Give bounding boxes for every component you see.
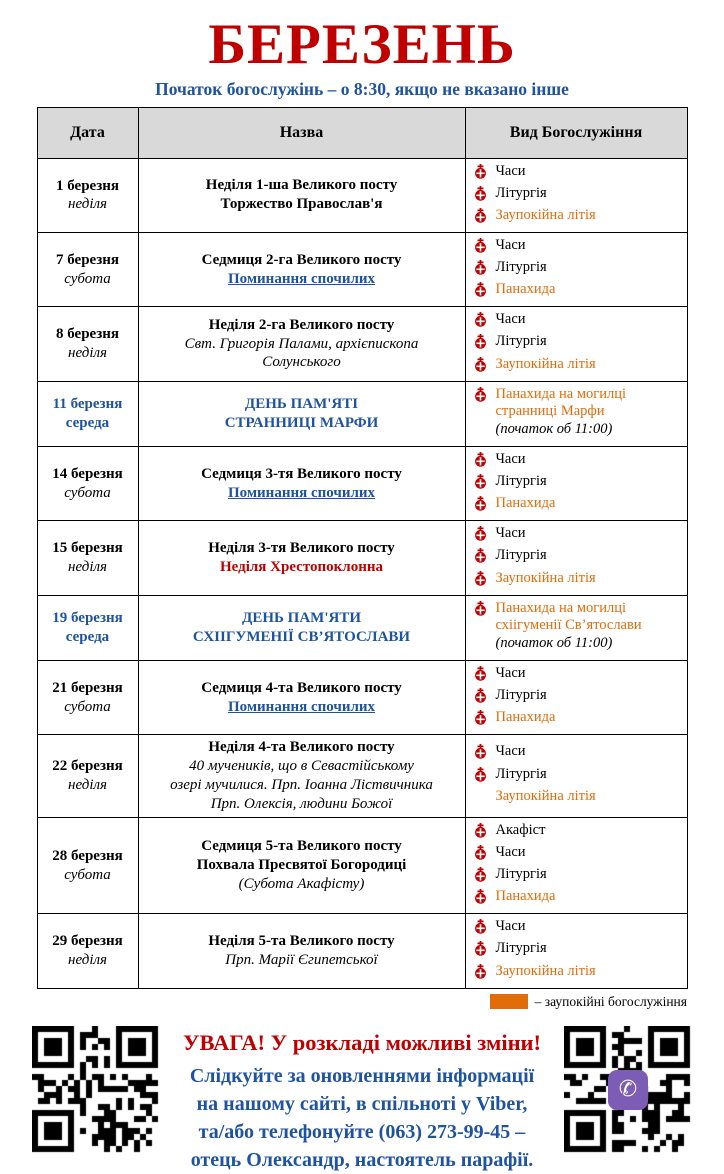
table-body [37, 158, 687, 988]
date-text: 19 березня [52, 610, 123, 627]
footer-text [160, 1026, 564, 1174]
service-item [474, 687, 681, 708]
orthodox-cross-icon [474, 311, 496, 332]
service-label: Заупокійна літія [495, 569, 596, 586]
service-item [474, 888, 681, 909]
name-line: Торжество Православ'я [220, 196, 383, 213]
orthodox-cross-icon [474, 940, 496, 961]
service-item [474, 766, 681, 787]
service-label: Панахида [495, 281, 556, 298]
date-text: 1 березня [56, 177, 119, 194]
name-line: Неділя 5-та Великого посту [208, 933, 395, 950]
memorial-link[interactable]: Поминання спочилих [227, 270, 376, 287]
date-cell [37, 233, 138, 307]
date-text: 7 березня [56, 251, 119, 268]
orthodox-cross-icon [474, 281, 496, 302]
service-label: Часи [495, 237, 526, 254]
orthodox-cross-icon [474, 207, 496, 228]
name-line: озері мучилися. Прп. Іоанна Ліствичника [170, 777, 433, 794]
service-item [474, 788, 681, 809]
name-line: Неділя Хрестопоклонна [220, 558, 383, 575]
service-label: Літургія [495, 259, 547, 276]
service-label: Часи [495, 311, 526, 328]
service-label: Часи [495, 843, 526, 860]
orthodox-cross-icon [474, 356, 496, 377]
date-text: 21 березня [52, 679, 123, 696]
warning-text: УВАГА! У розкладі можливі зміни! [183, 1029, 541, 1055]
date-cell [37, 307, 138, 381]
name-line: Седмиця 5-та Великого посту [201, 838, 402, 855]
service-item [474, 495, 681, 516]
header-row [37, 107, 687, 158]
service-item [474, 600, 681, 634]
services-cell [465, 595, 687, 660]
header-date: Дата [37, 107, 138, 158]
day-of-week-text: неділя [68, 196, 107, 213]
orthodox-cross-icon [474, 918, 496, 939]
service-label: Заупокійна літія [495, 355, 596, 372]
orthodox-cross-icon [474, 822, 496, 843]
service-label: Панахида [495, 495, 556, 512]
footer [32, 1026, 692, 1174]
service-item [474, 386, 681, 420]
service-label: Часи [495, 918, 526, 935]
service-item [474, 163, 681, 184]
page-subtitle: Початок богослужінь – о 8:30, якщо не вказано інше [155, 78, 569, 99]
service-item [474, 940, 681, 961]
services-cell [465, 447, 687, 521]
service-label: Панахида [495, 888, 556, 905]
service-label: Заупокійна літія [495, 206, 596, 223]
service-item [474, 207, 681, 228]
service-item [474, 473, 681, 494]
day-of-week-text: субота [64, 270, 111, 287]
service-label: Літургія [495, 687, 547, 704]
service-label: Часи [495, 451, 526, 467]
day-of-week-text: неділя [68, 777, 107, 794]
service-item [474, 259, 681, 280]
service-item [474, 709, 681, 730]
date-text: 14 березня [52, 465, 123, 482]
table-row [37, 660, 687, 734]
orthodox-cross-icon [474, 766, 496, 787]
service-item [474, 635, 681, 656]
orthodox-cross-icon [474, 185, 496, 206]
name-cell [138, 233, 465, 307]
name-line: Неділя 2-га Великого посту [208, 316, 395, 333]
name-line: Прп. Олексія, людини Божої [210, 795, 393, 812]
date-cell [37, 660, 138, 734]
name-cell [138, 914, 465, 988]
service-label: Літургія [495, 473, 547, 490]
name-line: Неділя 1-ша Великого посту [205, 177, 398, 194]
services-cell [465, 660, 687, 734]
table-row [37, 521, 687, 595]
date-cell [37, 521, 138, 595]
table-row [37, 233, 687, 307]
name-line: Неділя 3-тя Великого посту [208, 540, 395, 557]
date-text: 28 березня [52, 847, 123, 864]
service-label: Літургія [495, 866, 547, 883]
service-item [474, 547, 681, 568]
header-name: Назва [138, 107, 465, 158]
name-line: Седмиця 3-тя Великого посту [201, 465, 402, 482]
table-row [37, 447, 687, 521]
services-cell [465, 158, 687, 232]
service-label: Заупокійна літія [495, 787, 596, 804]
orthodox-cross-icon [474, 495, 496, 516]
orthodox-cross-icon [474, 570, 496, 591]
services-cell [465, 817, 687, 913]
service-label: Часи [495, 162, 526, 179]
orthodox-cross-icon [474, 866, 496, 887]
service-label: Літургія [495, 765, 547, 782]
info-line: та/або телефонуйте (063) 273-99-45 – [198, 1120, 526, 1143]
service-label: Літургія [495, 333, 547, 350]
name-line: Свт. Григорія Палами, архієпископа Солунського [184, 335, 419, 371]
name-cell [138, 817, 465, 913]
orthodox-cross-icon [474, 743, 496, 764]
name-cell [138, 735, 465, 818]
service-item [474, 822, 681, 843]
service-item [474, 743, 681, 764]
service-item [474, 844, 681, 865]
orthodox-cross-icon [474, 259, 496, 280]
table-row [37, 914, 687, 988]
date-cell [37, 735, 138, 818]
orthodox-cross-icon [474, 600, 496, 621]
date-text: 29 березня [52, 933, 123, 950]
name-cell [138, 381, 465, 446]
memorial-link[interactable]: Поминання спочилих [227, 484, 376, 501]
name-line: СХІІГУМЕНІЇ СВ’ЯТОСЛАВИ [192, 628, 411, 645]
service-label: Часи [495, 743, 526, 760]
service-item [474, 866, 681, 887]
service-label: Часи [495, 664, 526, 681]
service-item [474, 963, 681, 984]
memorial-color-swatch [490, 994, 528, 1009]
orthodox-cross-icon [474, 473, 496, 494]
services-cell [465, 381, 687, 446]
qr-code-right [564, 1026, 692, 1154]
service-label: Панахида на могилці схіігуменії Св’ятослави [495, 599, 642, 633]
services-cell [465, 233, 687, 307]
name-line: Похвала Пресвятої Богородиці [196, 857, 407, 874]
services-cell [465, 307, 687, 381]
name-line: Неділя 4-та Великого посту [208, 739, 395, 756]
table-row [37, 817, 687, 913]
date-cell [37, 381, 138, 446]
service-item [474, 570, 681, 591]
info-line: Слідкуйте за оновленнями інформації [189, 1064, 535, 1087]
service-label: Літургія [495, 940, 547, 957]
service-label: Панахида на могилці странниці Марфи [495, 385, 627, 419]
service-item [474, 333, 681, 354]
name-line: Седмиця 4-та Великого посту [201, 679, 402, 696]
name-cell [138, 307, 465, 381]
orthodox-cross-icon [474, 163, 496, 184]
service-label: Літургія [495, 547, 547, 564]
service-item [474, 311, 681, 332]
service-label: Часи [495, 525, 526, 542]
orthodox-cross-icon [474, 709, 496, 730]
day-of-week-text: середа [65, 414, 110, 431]
orthodox-cross-icon [474, 525, 496, 546]
service-label: (початок об 11:00) [495, 420, 613, 437]
viber-icon: ✆ [608, 1070, 648, 1110]
day-of-week-text: неділя [68, 951, 107, 968]
name-cell [138, 447, 465, 521]
day-of-week-text: субота [64, 698, 111, 715]
service-label: Заупокійна літія [495, 962, 596, 979]
orthodox-cross-icon [474, 888, 496, 909]
service-label: Літургія [495, 184, 547, 201]
date-text: 8 березня [56, 326, 119, 343]
orthodox-cross-icon [474, 844, 496, 865]
service-item [474, 451, 681, 472]
services-cell [465, 914, 687, 988]
info-line: отець Олександр, настоятель парафії. [190, 1148, 534, 1171]
table-row [37, 307, 687, 381]
page [0, 13, 724, 1171]
date-cell [37, 158, 138, 232]
name-line: ДЕНЬ ПАМ'ЯТІ [244, 395, 359, 412]
table-row [37, 735, 687, 818]
orthodox-cross-icon [474, 451, 496, 472]
date-cell [37, 595, 138, 660]
name-line: 40 мучеників, що в Севастійському [189, 758, 414, 775]
service-item [474, 421, 681, 442]
day-of-week-text: субота [64, 484, 111, 501]
day-of-week-text: середа [65, 628, 110, 645]
memorial-link[interactable]: Поминання спочилих [227, 698, 376, 715]
qr-code-left [32, 1026, 160, 1154]
header-service-type: Вид Богослужіння [465, 107, 687, 158]
service-item [474, 665, 681, 686]
schedule-table [37, 107, 688, 989]
name-line: ДЕНЬ ПАМ'ЯТИ [242, 609, 361, 626]
name-cell [138, 158, 465, 232]
service-item [474, 918, 681, 939]
name-line: СТРАННИЦІ МАРФИ [224, 414, 379, 431]
name-line: (Субота Акафісту) [238, 876, 365, 893]
info-line: на нашому сайті, в спільноті у Viber, [196, 1092, 528, 1115]
service-item [474, 525, 681, 546]
table-row [37, 381, 687, 446]
orthodox-cross-icon [474, 963, 496, 984]
legend [37, 994, 687, 1010]
name-cell [138, 595, 465, 660]
orthodox-cross-icon [474, 687, 496, 708]
services-cell [465, 521, 687, 595]
name-cell [138, 660, 465, 734]
service-item [474, 185, 681, 206]
orthodox-cross-icon [474, 547, 496, 568]
orthodox-cross-icon [474, 386, 496, 407]
date-text: 22 березня [52, 758, 123, 775]
orthodox-cross-icon [474, 237, 496, 258]
date-cell [37, 817, 138, 913]
date-cell [37, 914, 138, 988]
name-line: Седмиця 2-га Великого посту [201, 251, 402, 268]
service-item [474, 281, 681, 302]
service-label: (початок об 11:00) [495, 634, 613, 651]
page-title: БЕРЕЗЕНЬ [208, 13, 516, 76]
service-item [474, 356, 681, 377]
legend-label: – заупокійні богослужіння [534, 993, 687, 1009]
day-of-week-text: неділя [68, 558, 107, 575]
date-text: 15 березня [52, 540, 123, 557]
orthodox-cross-icon [474, 665, 496, 686]
table-row [37, 595, 687, 660]
service-item [474, 237, 681, 258]
service-label: Панахида [495, 709, 556, 726]
name-line: Прп. Марії Єгипетської [225, 951, 378, 968]
date-cell [37, 447, 138, 521]
date-text: 11 березня [52, 396, 123, 413]
table-row [37, 158, 687, 232]
orthodox-cross-icon [474, 333, 496, 354]
services-cell [465, 735, 687, 818]
day-of-week-text: неділя [68, 345, 107, 361]
service-label: Акафіст [495, 821, 546, 838]
day-of-week-text: субота [64, 866, 111, 883]
name-cell [138, 521, 465, 595]
